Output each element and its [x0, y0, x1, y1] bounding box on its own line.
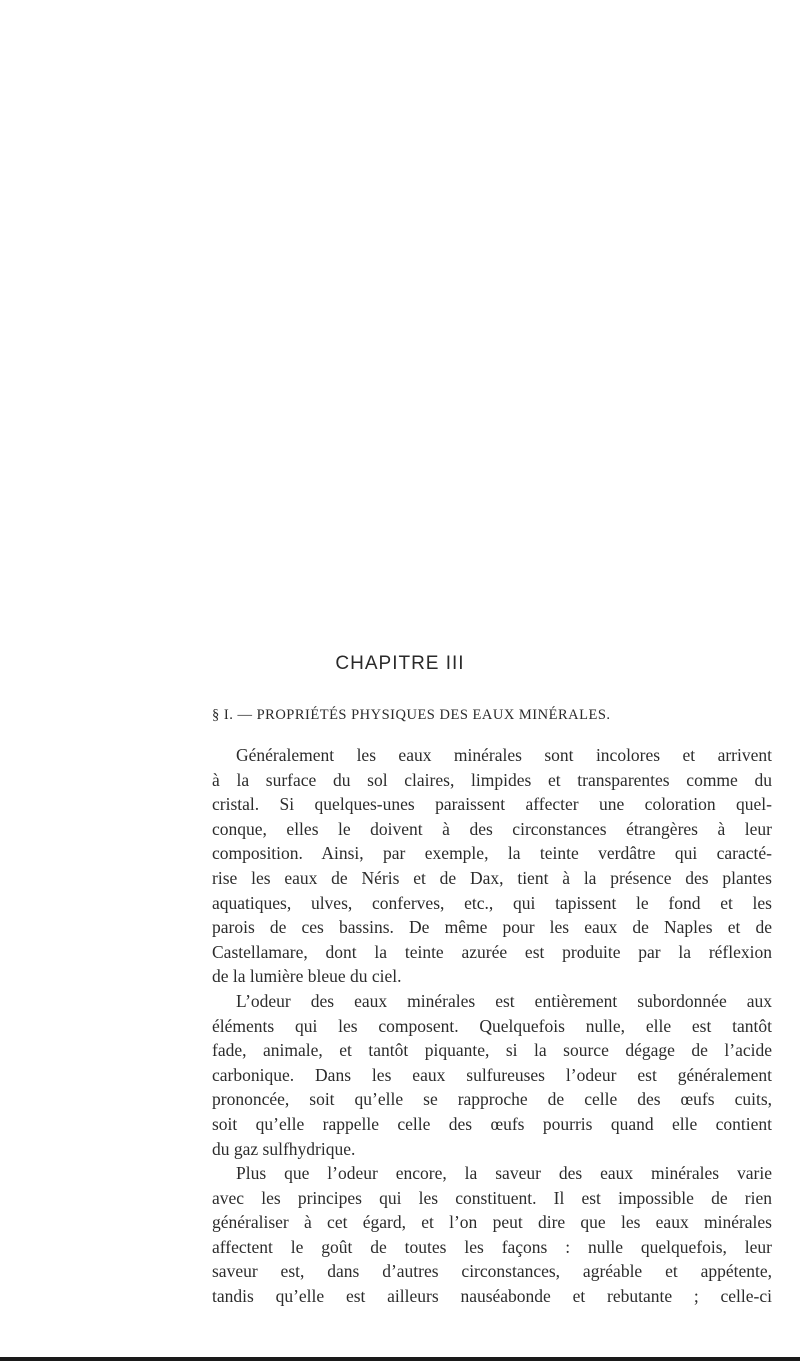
body-text — [212, 743, 772, 1309]
text-line: avec les principes qui les constituent. Il est impossible de rien — [212, 1187, 772, 1208]
text-line: prononcée, soit qu’elle se rapproche de celle des œufs cuits, — [212, 1089, 772, 1110]
text-line: tandis qu’elle est ailleurs nauséabonde et rebutante ; celle-ci — [212, 1286, 772, 1307]
text-line: fade, animale, et tantôt piquante, si la source dégage de l’acide — [212, 1040, 772, 1061]
text-line: affectent le goût de toutes les façons : nulle quelquefois, leur — [212, 1236, 772, 1257]
text-line: à la surface du sol claires, limpides et transparentes comme du — [212, 769, 772, 790]
text-line: aquatiques, ulves, conferves, etc., qui tapissent le fond et les — [212, 892, 772, 913]
text-line: Généralement les eaux minérales sont incolores et arrivent — [236, 745, 772, 765]
text-line: éléments qui les composent. Quelquefois nulle, elle est tantôt — [212, 1015, 772, 1036]
text-line: soit qu’elle rappelle celle des œufs pourris quand elle contient — [212, 1113, 772, 1134]
text-line: du gaz sulfhydrique. — [212, 1138, 356, 1159]
text-line: cristal. Si quelques-unes paraissent affecter une coloration quel- — [212, 794, 772, 815]
text-line: Plus que l’odeur encore, la saveur des eaux minérales varie — [236, 1163, 772, 1184]
text-line: composition. Ainsi, par exemple, la teinte verdâtre qui caracté- — [212, 843, 772, 864]
text-line: Castellamare, dont la teinte azurée est produite par la réflexion — [212, 941, 772, 962]
page-edge-rule — [0, 1357, 800, 1361]
chapter-title: CHAPITRE III — [335, 653, 465, 674]
text-line: rise les eaux de Néris et de Dax, tient à la présence des plantes — [212, 867, 772, 888]
text-line: parois de ces bassins. De même pour les eaux de Naples et de — [212, 917, 772, 938]
text-line: conque, elles le doivent à des circonstances étrangères à leur — [212, 818, 772, 839]
text-line: saveur est, dans d’autres circonstances, agréable et appétente, — [212, 1261, 772, 1282]
text-line: carbonique. Dans les eaux sulfureuses l’odeur est généralement — [212, 1064, 772, 1085]
section-heading: § I. — PROPRIÉTÉS PHYSIQUES DES EAUX MINÉRALES. — [212, 707, 611, 723]
text-line: généraliser à cet égard, et l’on peut dire que les eaux minérales — [212, 1212, 772, 1233]
text-line: L’odeur des eaux minérales est entièrement subordonnée aux — [236, 990, 772, 1011]
text-line: de la lumière bleue du ciel. — [212, 966, 402, 987]
